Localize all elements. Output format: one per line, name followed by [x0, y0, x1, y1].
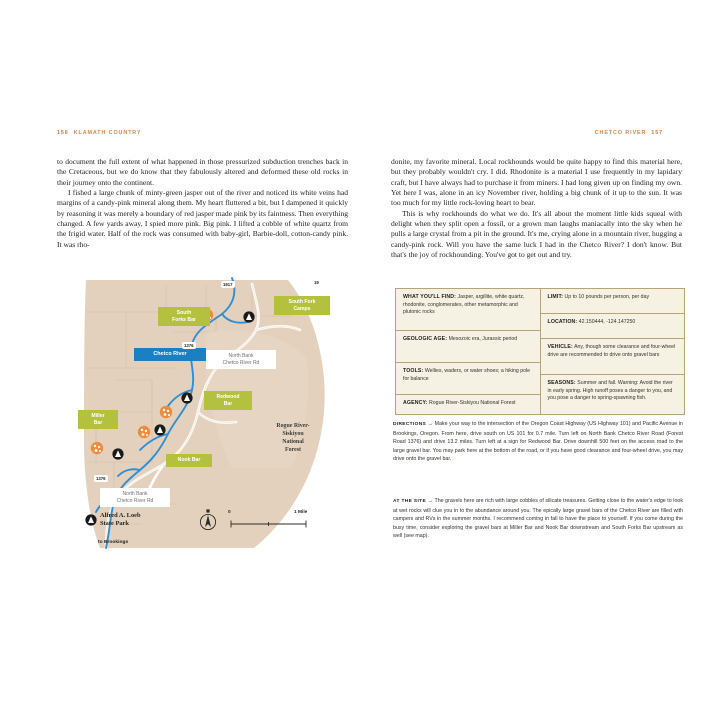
south-fork-camps-line1: South Fork [288, 299, 316, 305]
info-value: Mesozoic era, Jurassic period [448, 336, 518, 342]
running-head-left-title: KLAMATH COUNTRY [73, 130, 142, 136]
map-label-south-forks-bar [158, 307, 210, 326]
body-column-left [57, 157, 348, 250]
north-bank-lower-line2: Chetco River Rd [116, 497, 154, 504]
info-label: LIMIT: [547, 294, 564, 300]
north-bank-lower-line1: North Bank [122, 491, 148, 497]
nook-bar-line1: Nook Bar [177, 457, 201, 463]
note-text: The gravels here are rich with large cobbles of silicate treasures. Getting close to the water's edge to look at wet rocks will clue you in to the abundance around you. The epically large gravel bars of the Chetco River are filled with campers and RVs in the summer months. I recommend coming in fall to have the place to yourself. If you come during the busy time, consider exploring the gravel bars at Miller Bar and Nook Bar downstream and South Forks Bar upstream as well (see map). [393, 498, 683, 540]
info-label: WHAT YOU'LL FIND: [403, 294, 457, 300]
road-shield-1376-upper: 1376 [184, 343, 194, 348]
paragraph: to document the full extent of what happened in those pressurized subduction trenches back in the Cretaceous, but we do know that they fabulously altered and deformed these old rocks in their journey onto the continent. [57, 157, 348, 187]
forest-label-line4: Forest [285, 447, 301, 453]
redwood-bar-line2: Bar [223, 400, 233, 407]
info-table-right-column [541, 289, 685, 414]
map-label-chetco-river [134, 348, 206, 361]
map-label-alfred-loeb-state-park [100, 512, 180, 529]
info-label: GEOLOGIC AGE: [403, 336, 448, 342]
site-info-table [395, 288, 685, 415]
info-value: Rogue River-Siskiyou National Forest [429, 400, 516, 406]
body-column-right [391, 157, 682, 260]
paragraph: This is why rockhounds do what we do. It's all about the moment little kids squeal with delight when they split open a fossil, or a grown man laughs maniacally into the sky when he pulls a large crystal from a pit in the ground. It's me, crying alone in a mountain river, hugging a candy-pink rock. Will you have the same luck I had in the Chetco River? I don't know. But that's the joy of rockhounding. You've got to get out and try. [391, 208, 682, 260]
info-row-agency [396, 395, 540, 414]
map-label-nook-bar [166, 454, 212, 467]
redwood-bar-line1: Redwood [216, 394, 240, 400]
info-label: AGENCY: [403, 400, 428, 406]
north-bank-upper-line1: North Bank [228, 353, 254, 359]
info-row-tools [396, 363, 540, 395]
info-row-geologic-age [396, 331, 540, 363]
forest-label-line2: Siskiyou [282, 431, 304, 437]
info-table-left-column [396, 289, 541, 414]
map-label-north-bank-road-lower [100, 488, 170, 507]
road-shield-1376-lower: 1376 [96, 476, 106, 481]
forest-label-line3: National [282, 439, 304, 445]
info-value: Up to 10 pounds per person, per day [564, 294, 650, 300]
note-at-the-site [393, 497, 683, 541]
north-bank-upper-line2: Chetco River Rd [222, 359, 260, 366]
park-label-line1: Alfred A. Loeb [100, 512, 141, 519]
info-row-vehicle [541, 339, 685, 375]
info-value: Any, though some clearance and four-wheel drive are recommended to drive onto gravel bars [547, 344, 676, 358]
note-label: AT THE SITE [393, 499, 426, 504]
note-directions [393, 420, 683, 464]
south-forks-bar-line1: South [176, 310, 192, 316]
info-row-location [541, 314, 685, 339]
miller-bar-line2: Bar [93, 419, 103, 426]
road-shield-19: 19 [314, 280, 319, 285]
info-row-what-youll-find [396, 289, 540, 331]
note-text: Make your way to the intersection of the Oregon Coast Highway (US Highway 101) and Pacific Avenue in Brookings, Oregon. From here, drive south on US 101 for 0.7 mile. Turn left on North Bank Chetco River Road (Forest Road 1376) and drive 13.2 miles. Turn left at a sign for Redwood Bar. Drive downhill 500 feet on the access road to the large gravel bar. You may park here at the bottom of the road, or if you have good clearance and four-wheel drive, you may drive onto the gravel bar. [393, 421, 683, 463]
folio-left: 156 [57, 130, 69, 136]
forest-label-line1: Rogue River- [276, 423, 310, 429]
map-label-forest [252, 422, 334, 454]
map-label-redwood-bar [204, 391, 252, 410]
folio-right: 157 [651, 130, 663, 136]
scale-bar-one-mile: 1 Mile [294, 510, 308, 515]
info-value: 42.150444, -124.147250 [578, 319, 636, 325]
note-label: DIRECTIONS [393, 422, 427, 427]
running-head-right [595, 130, 663, 136]
arrow-icon: → [427, 421, 433, 427]
arrow-icon: → [427, 498, 433, 504]
info-value: Jasper, argillite, white quartz, rhodonite, conglomerates, other metamorphic and plutonic rocks [403, 294, 525, 316]
paragraph: I fished a large chunk of minty-green jasper out of the river and noticed its white veins had margins of a candy-pink mineral along them. My heart fluttered a bit, but I dampened it quickly by reasoning it was merely a boundary of red jasper made pink by its faintness. Then everything changed. A few yards away, I spied more pink. Big pink. I lifted a cobble of white quartz from the frigid water. Half of the rock was consumed with baby-girl, Barbie-doll, cotton-candy pink. It was rho- [57, 188, 348, 249]
running-head-left [57, 130, 141, 136]
site-map [56, 272, 356, 564]
park-label-line2: State Park [100, 520, 129, 528]
scale-bar-zero: 0 [228, 510, 231, 515]
south-forks-bar-line2: Forks Bar [172, 316, 196, 323]
map-label-north-bank-road-upper [206, 350, 276, 369]
info-label: TOOLS: [403, 368, 424, 374]
info-value: Summer and fall. Warning: Avoid the river in early spring. High runoff poses a danger to you, and you pose a danger to spring-spawning fish. [547, 380, 673, 402]
map-label-miller-bar [78, 410, 118, 429]
map-label-to-brookings: to Brookings [98, 540, 129, 545]
info-row-limit [541, 289, 685, 314]
paragraph: donite, my favorite mineral. Local rockhounds would be quite happy to find this material here, but they probably wouldn't cry. I did. Rhodonite is a material I use frequently in my lapidary craft, but I have always had to purchase it from miners. I had long given up on finding my own. Yet here I was, alone in an icy November river, holding a big chunk of it up to the sun. It was too much for my little rock-loving heart to bear. [391, 157, 682, 208]
info-label: VEHICLE: [547, 344, 573, 350]
road-shield-1917: 1917 [223, 282, 233, 287]
chetco-river-label: Chetco River [153, 351, 187, 357]
map-label-south-fork-camps [274, 296, 330, 315]
south-fork-camps-line2: Camps [293, 305, 311, 312]
miller-bar-line1: Miller [91, 413, 105, 419]
info-label: SEASONS: [547, 380, 576, 386]
running-head-right-title: CHETCO RIVER [594, 130, 647, 136]
info-value: Wellies, waders, or water shoes; a hiking pole for balance [403, 368, 531, 382]
info-row-seasons [541, 375, 685, 409]
info-label: LOCATION: [547, 319, 578, 325]
